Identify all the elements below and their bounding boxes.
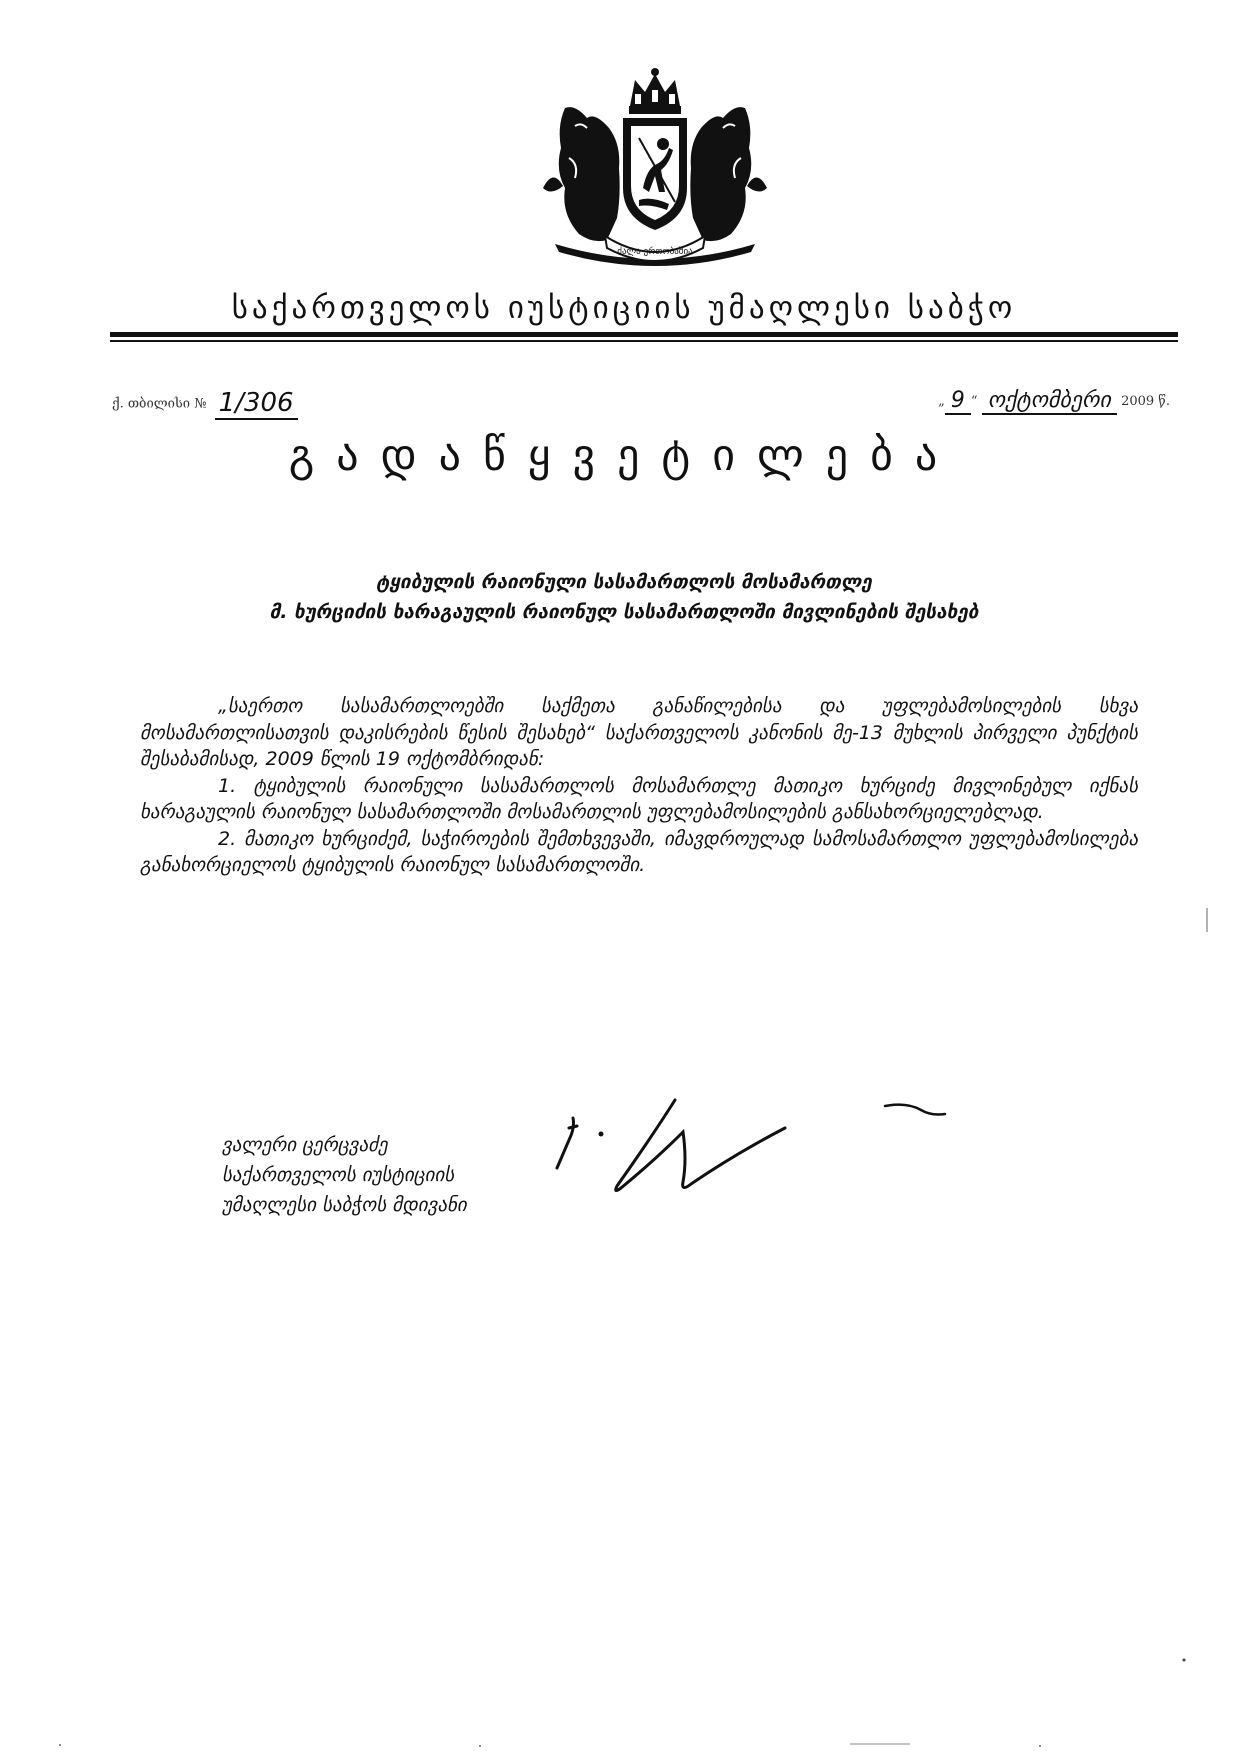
document-type-heading: გადაწყვეტილება [288,430,960,481]
registry-number [112,388,298,420]
coat-of-arms-icon [535,68,775,278]
emblem-motto: ძალა ერთობაშია [617,247,693,257]
subject-line-1: ტყიბულის რაიონული სასამართლოს მოსამართლე [376,571,872,593]
document-subject [140,567,1108,627]
document-body [140,693,1138,879]
body-item-2: 2. მათიკო ხურციძემ, საჭიროების შემთხვევაში, იმავდროულად სამოსამართლო უფლებამოსილება განახორციელოს ტყიბულის რაიონულ სასამართლოში. [140,827,1138,876]
handwritten-signature [555,1098,995,1228]
organization-title: საქართველოს იუსტიციის უმაღლესი საბჭო [231,290,1017,326]
header-divider-thin [110,340,1178,342]
signer-block [222,1130,467,1220]
body-item-1: 1. ტყიბულის რაიონული სასამართლოს მოსამართლე მათიკო ხურციძე მივლინებულ იქნას ხარაგაულის რაიონულ სასამართლოში მოსამართლის უფლებამოსილების განსახორციელებლად. [140,774,1138,823]
date-month: ოქტომბერი [982,388,1117,415]
date-day: 9 [945,388,971,415]
registry-number-label: ქ. თბილისი № [112,396,207,412]
registry-number-value: 1/306 [215,388,298,420]
date-year: 2009 წ. [1121,394,1170,409]
signer-name: ვალერი ცერცვაძე [222,1134,388,1156]
signer-title-line-1: საქართველოს იუსტიციის [222,1164,455,1186]
signer-title-line-2: უმაღლესი საბჭოს მდივანი [222,1194,467,1216]
body-intro-paragraph: „საერთო სასამართლოებში საქმეთა განაწილებისა და უფლებამოსილების სხვა მოსამართლისათვის დაკისრების წესის შესახებ“ საქართველოს კანონის მე-13 მუხლის პირველი პუნქტის შესაბამისად, 2009 წლის 19 ოქტომბრიდან: [140,695,1138,770]
subject-line-2: მ. ხურციძის ხარაგაულის რაიონულ სასამართლოში მივლინების შესახებ [269,601,979,623]
document-date: „ 9 “ ოქტომბერი 2009 წ. [938,388,1170,413]
header-divider-thick [110,332,1178,337]
